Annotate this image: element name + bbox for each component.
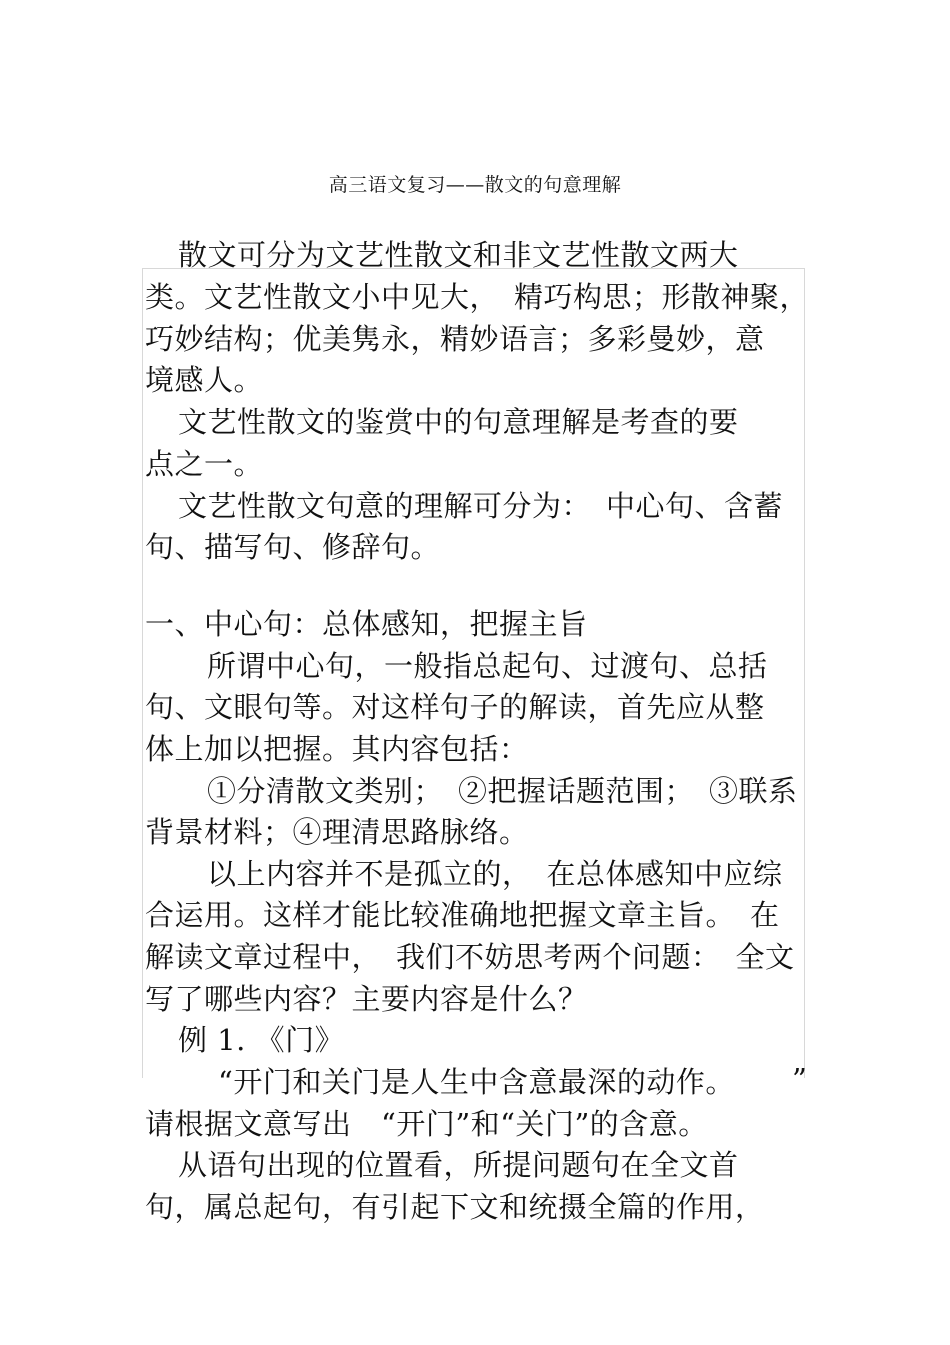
quoted-sentence: “开门和关门是人生中含意最深的动作。: [218, 1065, 735, 1099]
paragraph-line: 巧妙结构；优美隽永，精妙语言；多彩曼妙，意: [145, 322, 765, 356]
paragraph-line: 散文可分为文艺性散文和非文艺性散文两大: [178, 238, 739, 272]
example-heading: 例 1. 《门》: [178, 1023, 345, 1057]
paragraph-line: 写了哪些内容？主要内容是什么？: [145, 982, 588, 1016]
paragraph-line: ①分清散文类别； ②把握话题范围； ③联系: [207, 774, 798, 808]
paragraph-line: 句、文眼句等。对这样句子的解读，首先应从整: [145, 690, 765, 724]
paragraph-line: 体上加以把握。其内容包括：: [145, 732, 529, 766]
document-title: 高三语文复习——散文的句意理解: [328, 174, 622, 196]
paragraph-line: 点之一。: [145, 447, 264, 481]
paragraph-line: 背景材料；④理清思路脉络。: [145, 815, 529, 849]
paragraph-line: 合运用。这样才能比较准确地把握文章主旨。 在: [145, 898, 780, 932]
paragraph-line: 文艺性散文句意的理解可分为： 中心句、含蓄: [178, 489, 784, 523]
paragraph-line: 请根据文意写出 “开门”和“关门”的含意。: [145, 1107, 708, 1141]
paragraph-line: 句、描写句、修辞句。: [145, 530, 441, 564]
paragraph-line: 从语句出现的位置看，所提问题句在全文首: [178, 1148, 739, 1182]
paragraph-line: 境感人。: [145, 363, 264, 397]
closing-quote: ”: [792, 1062, 807, 1096]
section-heading: 一、中心句：总体感知，把握主旨: [145, 607, 588, 641]
paragraph-line: 以上内容并不是孤立的， 在总体感知中应综: [207, 857, 783, 891]
frame-right-border: [804, 268, 805, 1078]
paragraph-line: 所谓中心句，一般指总起句、过渡句、总括: [207, 649, 768, 683]
paragraph-line: 句，属总起句，有引起下文和统摄全篇的作用，: [145, 1190, 765, 1224]
frame-left-border: [142, 268, 143, 1078]
paragraph-line: 解读文章过程中， 我们不妨思考两个问题： 全文: [145, 940, 795, 974]
paragraph-line: 文艺性散文的鉴赏中的句意理解是考查的要: [178, 405, 739, 439]
paragraph-line: 类。文艺性散文小中见大， 精巧构思；形散神聚，: [145, 280, 810, 314]
